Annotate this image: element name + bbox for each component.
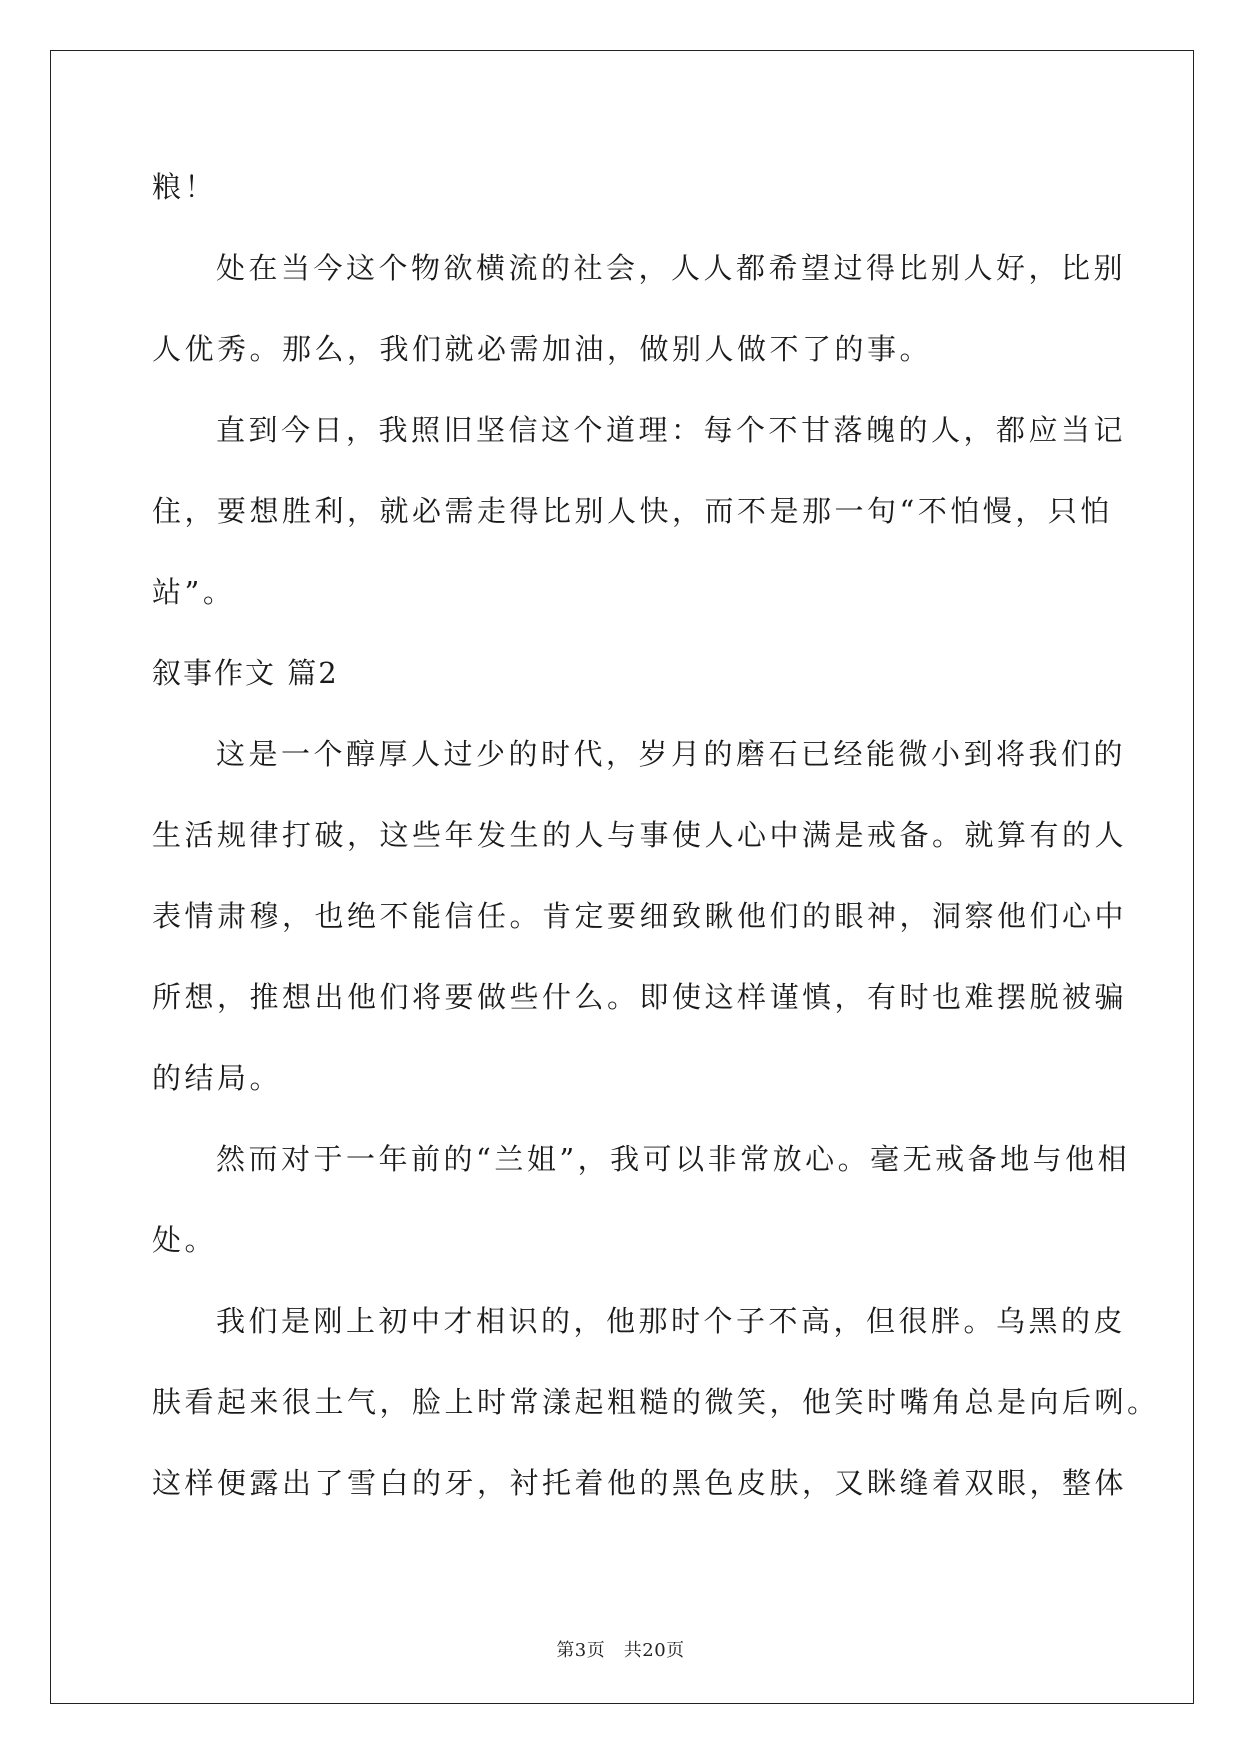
text-line: 所想，推想出他们将要做些什么。即使这样谨慎，有时也难摆脱被骗 (152, 980, 1128, 1014)
page-footer: 第3页 共20页 (556, 1640, 685, 1661)
text-line: 粮！ (152, 170, 218, 204)
text-line: 这是一个醇厚人过少的时代，岁月的磨石已经能微小到将我们的 (216, 737, 1127, 771)
text-line: 处。 (152, 1223, 218, 1257)
text-line: 的结局。 (152, 1061, 283, 1095)
text-line: 然而对于一年前的“兰姐”，我可以非常放心。毫无戒备地与他相 (216, 1142, 1131, 1176)
text-line: 直到今日，我照旧坚信这个道理：每个不甘落魄的人，都应当记 (216, 413, 1127, 447)
text-line: 生活规律打破，这些年发生的人与事使人心中满是戒备。就算有的人 (152, 818, 1128, 852)
text-line: 这样便露出了雪白的牙，衬托着他的黑色皮肤，又眯缝着双眼，整体 (152, 1466, 1128, 1500)
text-line: 处在当今这个物欲横流的社会，人人都希望过得比别人好，比别 (216, 251, 1127, 285)
section-heading: 叙事作文 篇2 (152, 656, 339, 690)
text-line: 肤看起来很土气，脸上时常漾起粗糙的微笑，他笑时嘴角总是向后咧。 (152, 1385, 1160, 1419)
text-line: 住，要想胜利，就必需走得比别人快，而不是那一句“不怕慢，只怕 (152, 494, 1113, 528)
text-line: 表情肃穆，也绝不能信任。肯定要细致瞅他们的眼神，洞察他们心中 (152, 899, 1128, 933)
text-line: 我们是刚上初中才相识的，他那时个子不高，但很胖。乌黑的皮 (216, 1304, 1127, 1338)
document-body (152, 166, 1160, 1543)
text-line: 站”。 (152, 575, 236, 609)
text-line: 人优秀。那么，我们就必需加油，做别人做不了的事。 (152, 332, 933, 366)
